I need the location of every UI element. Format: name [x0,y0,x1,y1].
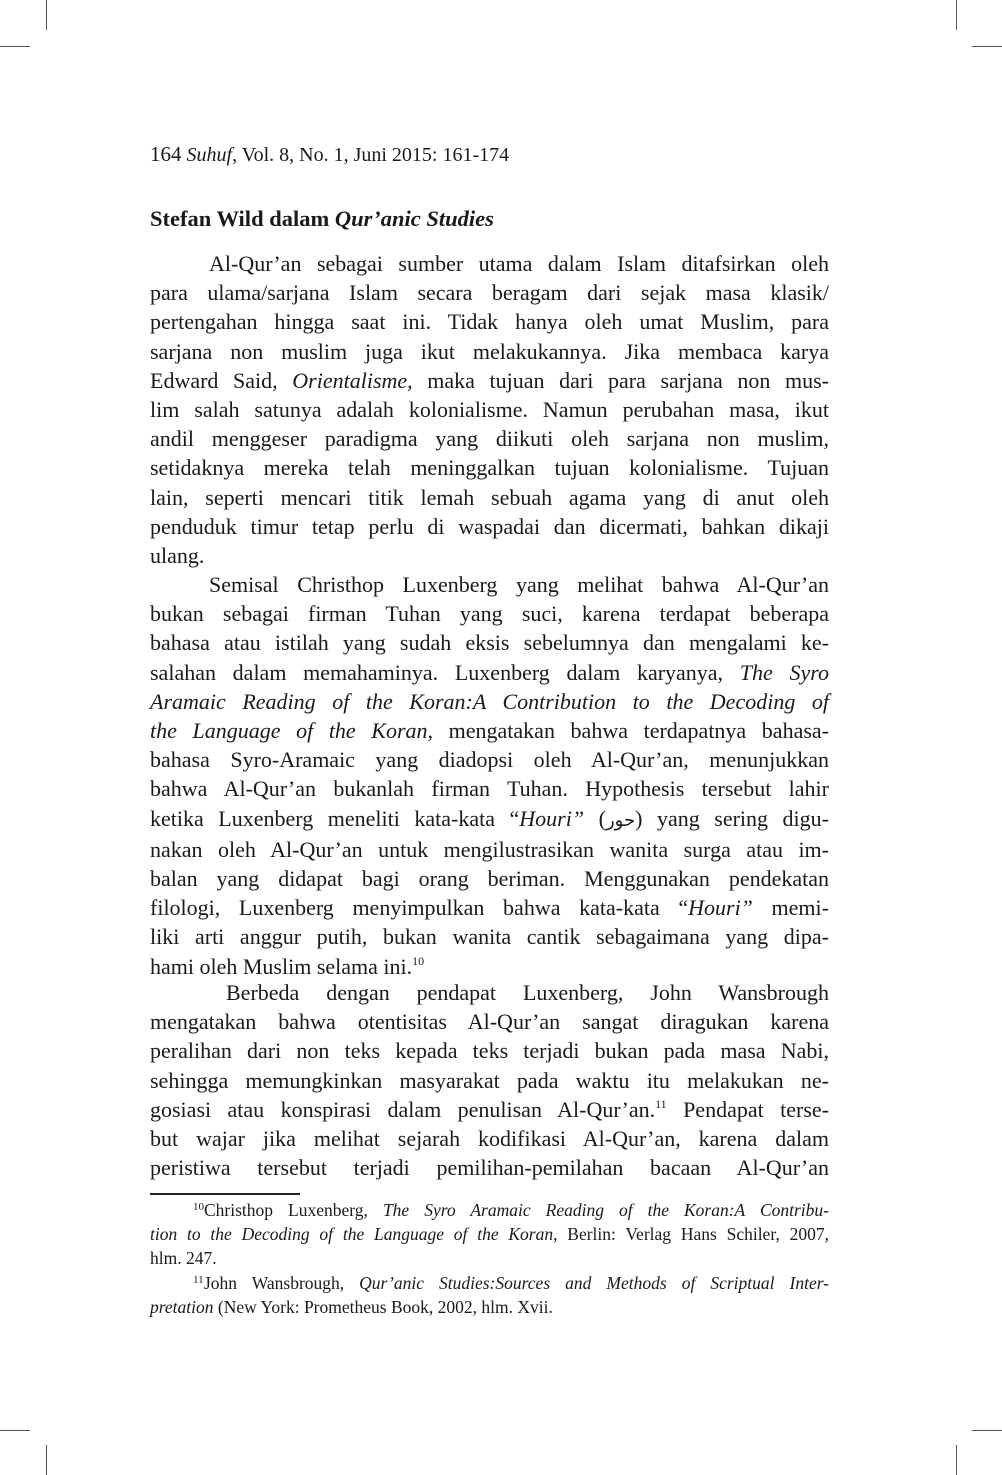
text-line: bahasa Syro-Aramaic yang diadopsi oleh Al-Qur’an, menunjukkan [150,747,829,773]
arabic-word: حور [605,809,636,831]
text-line: lim salah satunya adalah kolonialisme. Namun perubahan masa, ikut [150,397,829,423]
text-line: sehingga memungkinkan masyarakat pada waktu itu melakukan ne- [150,1067,829,1093]
paragraph-2 [150,570,829,981]
crop-mark [0,1430,30,1431]
text-line: setidaknya mereka telah meninggalkan tujuan kolonialisme. Tujuan [150,455,829,481]
section-heading: Stefan Wild dalam Qur’anic Studies [150,206,494,231]
text-line: bahasa atau istilah yang sudah eksis sebelumnya dan mengalami ke- [150,630,829,656]
crop-mark [0,46,30,47]
text-line: bukan sebagai firman Tuhan yang suci, karena terdapat beberapa [150,601,829,627]
text-line: para ulama/sarjana Islam secara beragam dari sejak masa klasik/ [150,280,829,306]
footnote-10: 10Christhop Luxenberg, The Syro Aramaic Reading of the Koran:A Contribu- [193,1200,829,1220]
text-line: liki arti anggur putih, bukan wanita cantik sebagaimana yang dipa- [150,924,829,950]
footnote-11: 11John Wansbrough, Qur’anic Studies:Sources and Methods of Scriptual Inter- [193,1272,829,1293]
text-line: bahwa Al-Qur’an bukanlah firman Tuhan. Hypothesis tersebut lahir [150,776,829,802]
footnote-divider [150,1193,300,1195]
text-line: penduduk timur tetap perlu di waspadai dan dicermati, bahkan dikaji [150,513,829,539]
text-line: mengatakan bahwa otentisitas Al-Qur’an sangat diragukan karena [150,1009,829,1035]
text-line: salahan dalam memahaminya. Luxenberg dalam karyanya, The Syro [150,659,830,685]
text-line: andil menggeser paradigma yang diikuti oleh sarjana non muslim, [150,426,829,452]
paragraph-3 [150,978,829,1182]
page-number: 164 [150,142,182,166]
text-line: gosiasi atau konspirasi dalam penulisan Al-Qur’an.$^{11}$ Pendapat terse- [150,1096,829,1122]
journal-citation: , Vol. 8, No. 1, Juni 2015: 161-174 [232,144,510,166]
footnote-ref: 11 [655,1096,667,1111]
footnote-line: hlm. 247. [150,1248,217,1269]
text-line: Berbeda dengan pendapat Luxenberg, John Wansbrough [226,980,829,1005]
crop-mark [956,1445,957,1475]
crop-mark [956,0,957,30]
text-line: Edward Said, Orientalisme, maka tujuan dari para sarjana non mus- [150,367,830,393]
footnote-ref: 10 [412,953,425,968]
text-line: lain, seperti mencari titik lemah sebuah agama yang di anut oleh [150,484,829,510]
journal-name: Suhuf [186,144,233,166]
text-line: Al-Qur’an sebagai sumber utama dalam Islam ditafsirkan oleh [209,251,829,276]
text-line: sarjana non muslim juga ikut melakukannya. Jika membaca karya [150,338,829,364]
text-line: but wajar jika melihat sejarah kodifikasi Al-Qur’an, karena dalam [150,1126,829,1152]
text-line: ulang. [150,543,205,569]
running-header [150,142,509,167]
text-line: ketika Luxenberg meneliti kata-kata “Houri” (حور) yang sering digu- [150,805,829,831]
text-line: nakan oleh Al-Qur’an untuk mengilustrasikan wanita surga atau im- [150,836,829,862]
text-line: Semisal Christhop Luxenberg yang melihat bahwa Al-Qur’an [209,572,829,597]
text-line: peralihan dari non teks kepada teks terjadi bukan pada masa Nabi, [150,1038,829,1064]
footnote-line: pretation (New York: Prometheus Book, 2002, hlm. Xvii. [150,1296,553,1317]
text-line: peristiwa tersebut terjadi pemilihan-pemilahan bacaan Al-Qur’an [150,1155,829,1181]
paragraph-1 [150,249,829,570]
crop-mark [46,1445,47,1475]
text-line: the Language of the Koran, mengatakan bahwa terdapatnya bahasa- [150,718,829,744]
text-line: filologi, Luxenberg menyimpulkan bahwa kata-kata “Houri” memi- [150,895,829,921]
crop-mark [972,46,1002,47]
crop-mark [46,0,47,30]
footnotes [150,1198,829,1319]
text-line: pertengahan hingga saat ini. Tidak hanya oleh umat Muslim, para [150,309,829,335]
crop-mark [972,1430,1002,1431]
footnote-line: tion to the Decoding of the Language of the Koran, Berlin: Verlag Hans Schiler, 2007, [150,1224,829,1245]
text-line: Aramaic Reading of the Koran:A Contribution to the Decoding of [150,688,829,714]
text-line: balan yang didapat bagi orang beriman. Menggunakan pendekatan [150,866,829,892]
text-line: hami oleh Muslim selama ini.$^{10}$ [150,953,425,979]
